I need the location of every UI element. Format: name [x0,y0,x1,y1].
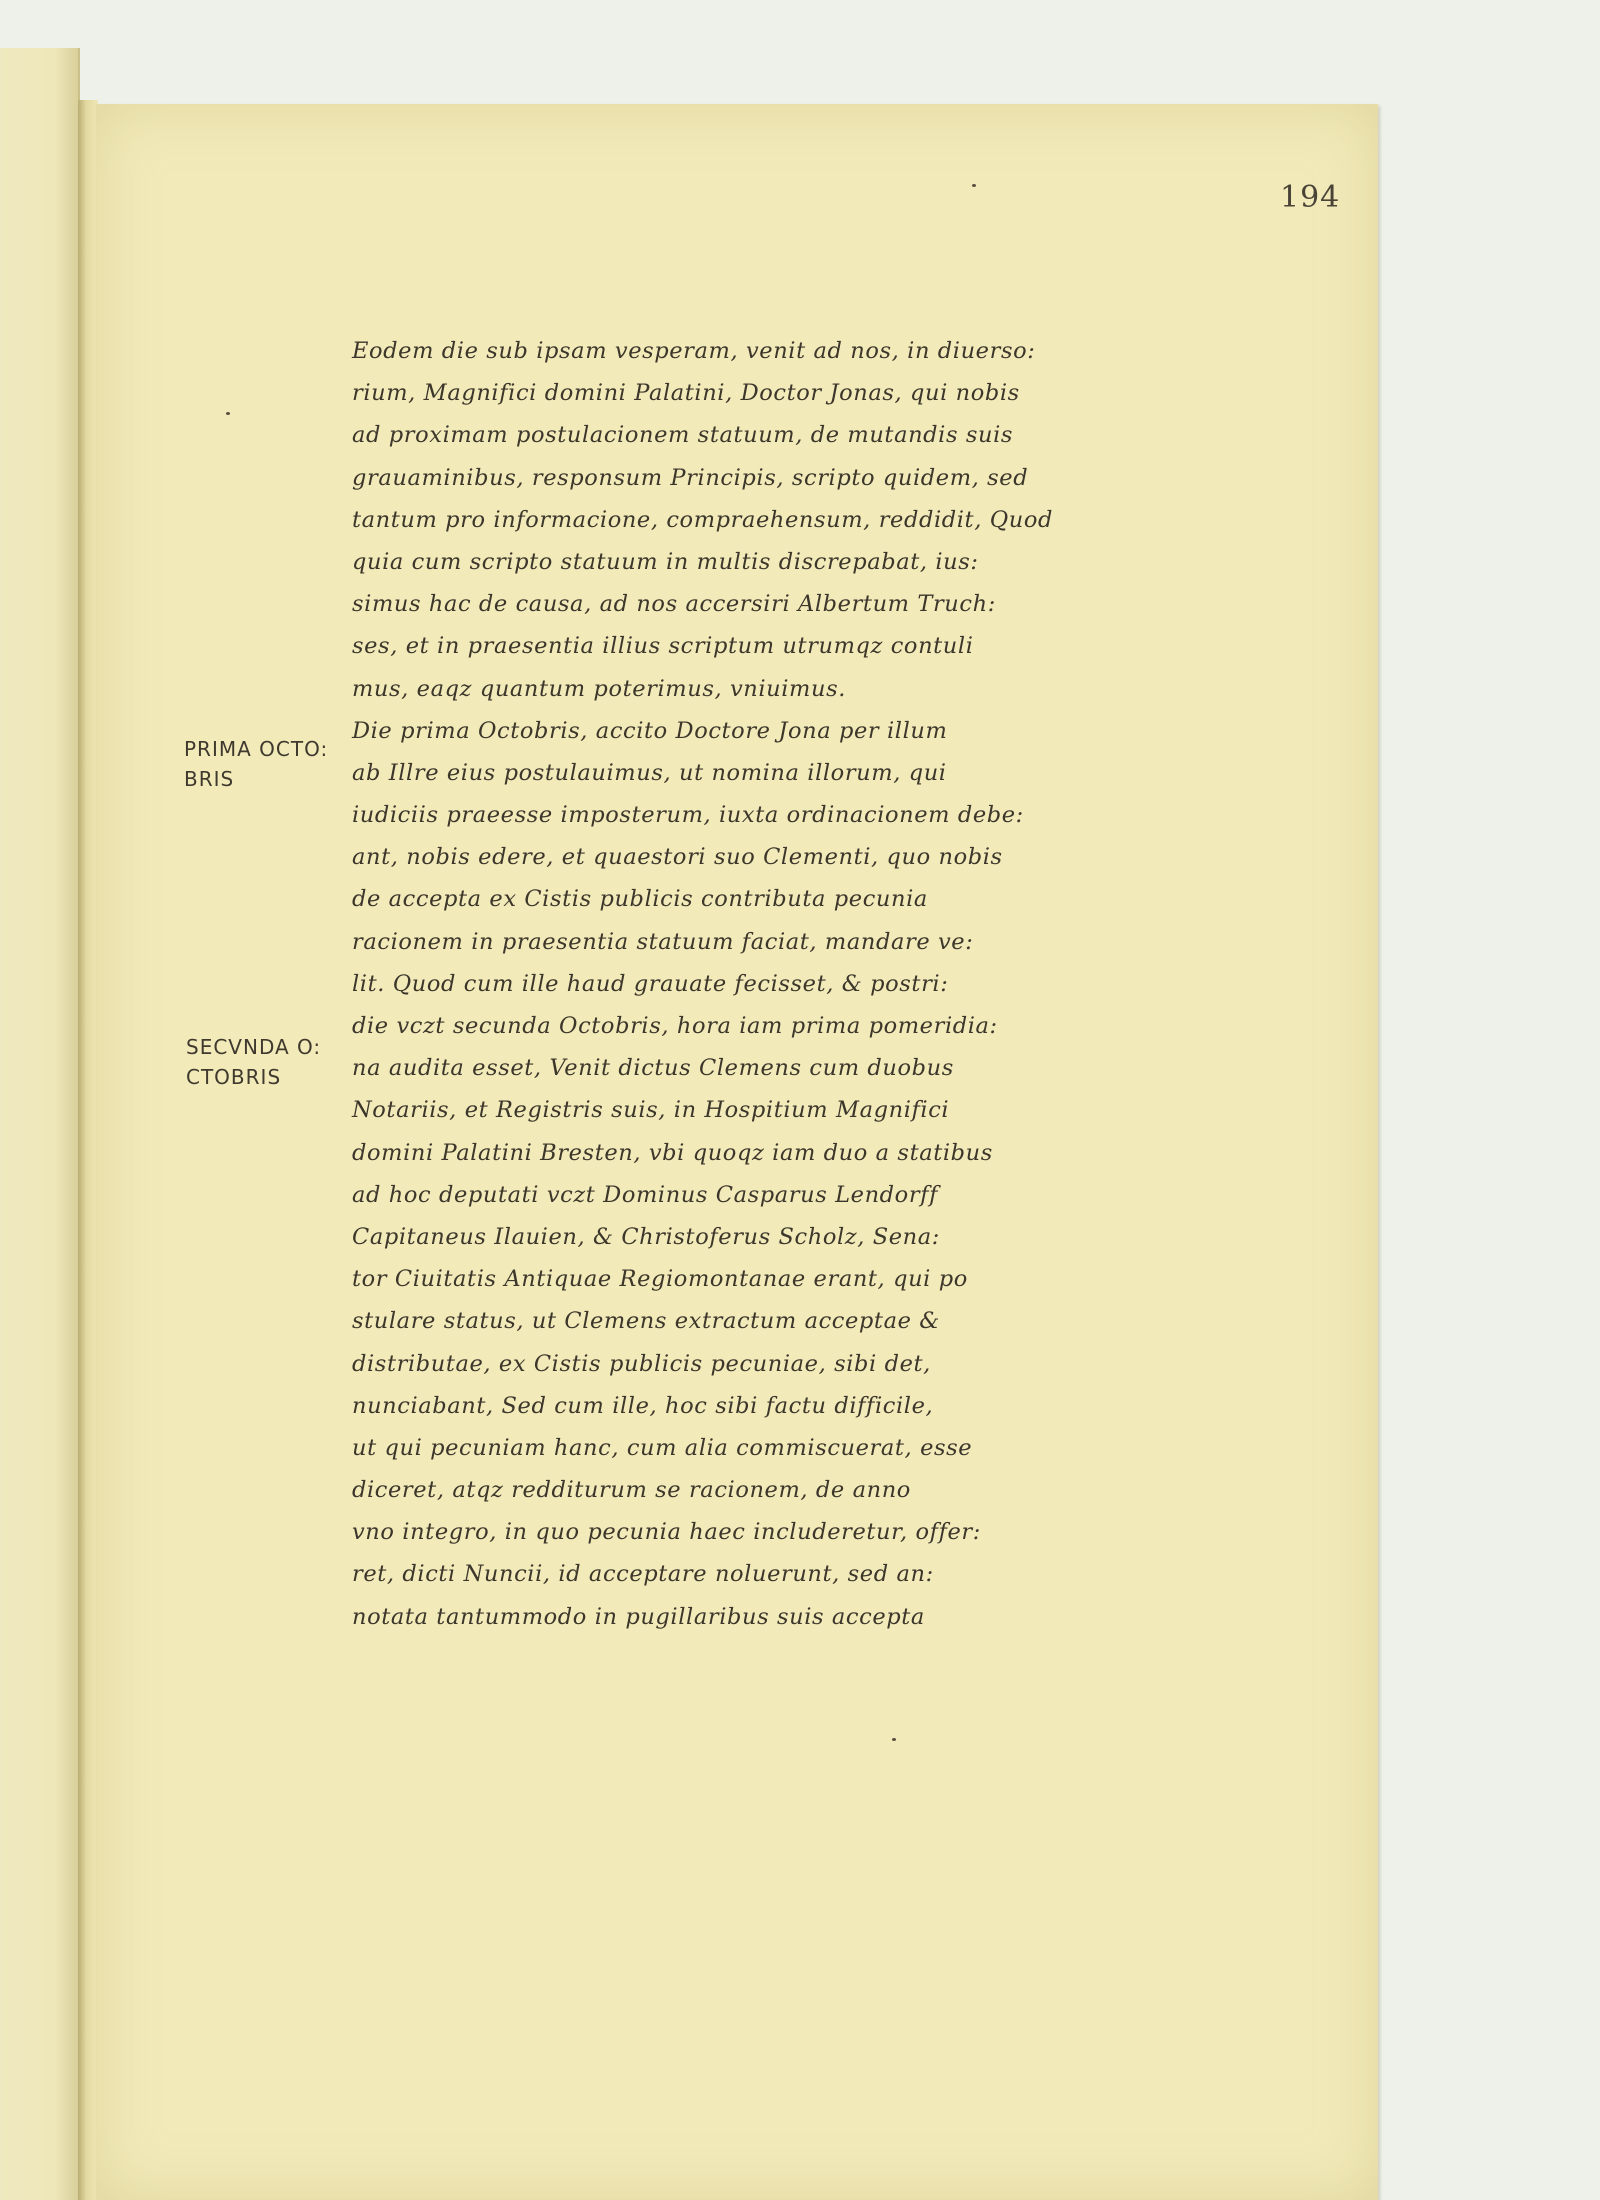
text-line: notata tantummodo in pugillaribus suis accepta [352,1603,925,1630]
text-line: Eodem die sub ipsam vesperam, venit ad nos, in diuerso: [352,338,1036,364]
text-line: grauaminibus, responsum Principis, scripto quidem, sed [352,464,1029,491]
margin-note-prima-octobris [184,734,328,794]
text-line: vno integro, in quo pecunia haec includeretur, offer: [352,1519,981,1546]
text-line: mus, eaqz quantum poterimus, vniuimus. [352,675,846,702]
text-line: diceret, atqz redditurum se racionem, de anno [352,1477,911,1504]
text-line: tantum pro informacione, compraehensum, reddidit, Quod [352,506,1053,533]
text-line: racionem in praesentia statuum faciat, mandare ve: [352,928,974,955]
margin-note-line: CTOBRIS [186,1065,282,1089]
text-line: na audita esset, Venit dictus Clemens cum duobus [352,1055,954,1082]
margin-note-line: BRIS [184,767,235,791]
text-line: quia cum scripto statuum in multis discrepabat, ius: [352,548,979,575]
text-line: ab Illre eius postulauimus, ut nomina illorum, qui [352,759,947,786]
text-line: tor Ciuitatis Antiquae Regiomontanae erant, qui po [352,1266,968,1293]
text-line: ad hoc deputati vczt Dominus Casparus Lendorff [352,1181,939,1208]
text-line: domini Palatini Bresten, vbi quoqz iam duo a statibus [352,1139,993,1166]
margin-note-line: SECVNDA O: [186,1035,322,1059]
text-line: die vczt secunda Octobris, hora iam prima pomeridia: [352,1013,998,1039]
text-line: ad proximam postulacionem statuum, de mutandis suis [352,422,1014,449]
margin-note-line: PRIMA OCTO: [184,737,329,761]
text-line: distributae, ex Cistis publicis pecuniae, sibi det, [352,1350,931,1377]
text-line: Notariis, et Registris suis, in Hospitium Magnifici [352,1097,950,1124]
text-line: de accepta ex Cistis publicis contributa pecunia [352,886,928,913]
text-line: nunciabant, Sed cum ille, hoc sibi factu difficile, [352,1392,934,1419]
facing-page-edge [0,48,80,2200]
text-line: ses, et in praesentia illius scriptum utrumqz contuli [352,633,974,660]
text-line: ret, dicti Nuncii, id acceptare noluerunt, sed an: [352,1561,934,1588]
text-line: stulare status, ut Clemens extractum acceptae & [352,1308,940,1335]
ink-speck [892,1738,896,1741]
text-line: Die prima Octobris, accito Doctore Jona per illum [352,717,948,744]
text-line: Capitaneus Ilauien, & Christoferus Scholz, Sena: [352,1223,940,1250]
margin-note-secunda-octobris [186,1032,321,1092]
text-line: ut qui pecuniam hanc, cum alia commiscuerat, esse [352,1434,973,1461]
text-line: lit. Quod cum ille haud grauate fecisset, & postri: [352,970,949,997]
text-line: rium, Magnifici domini Palatini, Doctor Jonas, qui nobis [352,380,1020,407]
folio-number: 194 [1280,180,1341,215]
book-gutter [78,100,98,2200]
text-line: ant, nobis edere, et quaestori suo Clementi, quo nobis [352,844,1003,871]
text-line: iudiciis praeesse imposterum, iuxta ordinacionem debe: [352,802,1024,829]
ink-speck [972,184,976,187]
manuscript-text-block [352,330,1212,1638]
text-line: simus hac de causa, ad nos accersiri Albertum Truch: [352,591,996,618]
ink-speck [226,412,230,415]
